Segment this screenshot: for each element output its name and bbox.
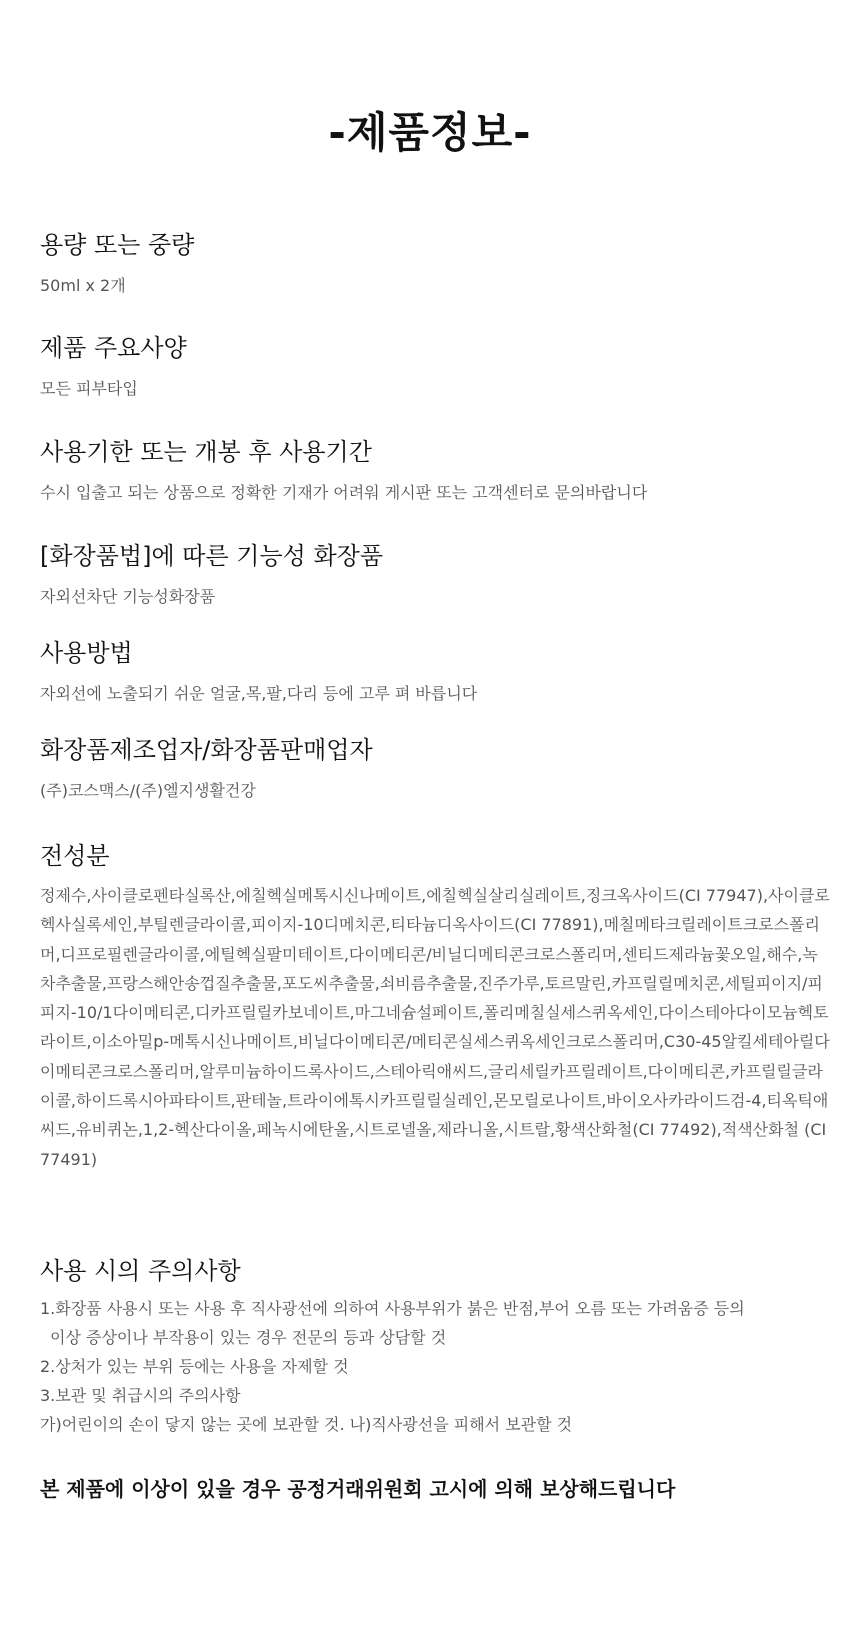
section-cautions — [40, 1254, 830, 1439]
section-heading: 사용방법 — [40, 639, 133, 667]
section-usage — [40, 636, 830, 708]
caution-item: 이상 증상이나 부작용이 있는 경우 전문의 등과 상담할 것 — [50, 1328, 447, 1347]
section-body: 모든 피부타입 — [40, 379, 138, 398]
caution-item: 2.상처가 있는 부위 등에는 사용을 자제할 것 — [40, 1357, 349, 1376]
section-expiry — [40, 435, 830, 507]
section-heading: 사용 시의 주의사항 — [40, 1257, 241, 1285]
section-heading: 전성분 — [40, 842, 110, 870]
section-body: 자외선에 노출되기 쉬운 얼굴,목,팔,다리 등에 고루 펴 바릅니다 — [40, 684, 478, 703]
ingredients-list: 정제수,사이클로펜타실록산,에칠헥실메톡시신나메이트,에칠헥실살리실레이트,징크옥사이드(CI 77947),사이클로헥사실록세인,부틸렌글라이콜,피이지-10디메치콘,티타늄디옥사이드(CI 77891),메칠메타크릴레이트크로스폴리머,디프로필렌글라이콜,에틸헥실팔미테이트,다이메티콘/비닐디메티콘크로스폴리머,센티드제라늄꽃오일,해수,녹차추출물,프랑스해안송껍질추출물,포도씨추출물,쇠비름추출물,진주가루,토르말린,카프릴릴메치콘,세틸피이지/피피지-10/1다이메티콘,디카프릴릴카보네이트,마그네슘설페이트,폴리메칠실세스퀴옥세인,다이스테아다이모늄헥토라이트,이소아밀p-메톡시신나메이트,비닐다이메티콘/메티콘실세스퀴옥세인크로스폴리머,C30-45알킬세테아릴다이메티콘크로스폴리머,알루미늄하이드록사이드,스테아릭애씨드,글리세릴카프릴레이트,다이메티콘,카프릴릴글라이콜,하이드록시아파타이트,판테놀,트라이에톡시카프릴릴실레인,몬모릴로나이트,바이오사카라이드검-4,티옥틱애씨드,유비퀴논,1,2-헥산다이올,페녹시에탄올,시트로넬올,제라니올,시트랄,황색산화철(CI 77492),적색산화철 (CI 77491) — [40, 886, 830, 1169]
section-body: 자외선차단 기능성화장품 — [40, 587, 216, 606]
section-manufacturer — [40, 733, 830, 805]
caution-item: 3.보관 및 취급시의 주의사항 — [40, 1386, 241, 1405]
caution-item: 가)어린이의 손이 닿지 않는 곳에 보관할 것. 나)직사광선을 피해서 보관할 것 — [40, 1415, 573, 1434]
compensation-notice: 본 제품에 이상이 있을 경우 공정거래위원회 고시에 의해 보상해드립니다 — [40, 1477, 676, 1501]
section-heading: 사용기한 또는 개봉 후 사용기간 — [40, 438, 372, 466]
section-body: 50ml x 2개 — [40, 276, 126, 295]
section-functional — [40, 539, 830, 611]
section-ingredients — [40, 839, 830, 1174]
page-title: -제품정보- — [328, 108, 532, 157]
caution-item: 1.화장품 사용시 또는 사용 후 직사광선에 의하여 사용부위가 붉은 반점,부어 오름 또는 가려움증 등의 — [40, 1299, 745, 1318]
section-capacity — [40, 228, 830, 300]
section-heading: [화장품법]에 따른 기능성 화장품 — [40, 542, 384, 570]
section-body: 수시 입출고 되는 상품으로 정확한 기재가 어려워 게시판 또는 고객센터로 문의바랍니다 — [40, 483, 648, 502]
section-heading: 제품 주요사양 — [40, 334, 187, 362]
section-specs — [40, 331, 830, 403]
caution-list — [40, 1294, 830, 1439]
section-body: (주)코스맥스/(주)엘지생활건강 — [40, 781, 256, 800]
section-heading: 용량 또는 중량 — [40, 231, 195, 259]
section-heading: 화장품제조업자/화장품판매업자 — [40, 736, 373, 764]
